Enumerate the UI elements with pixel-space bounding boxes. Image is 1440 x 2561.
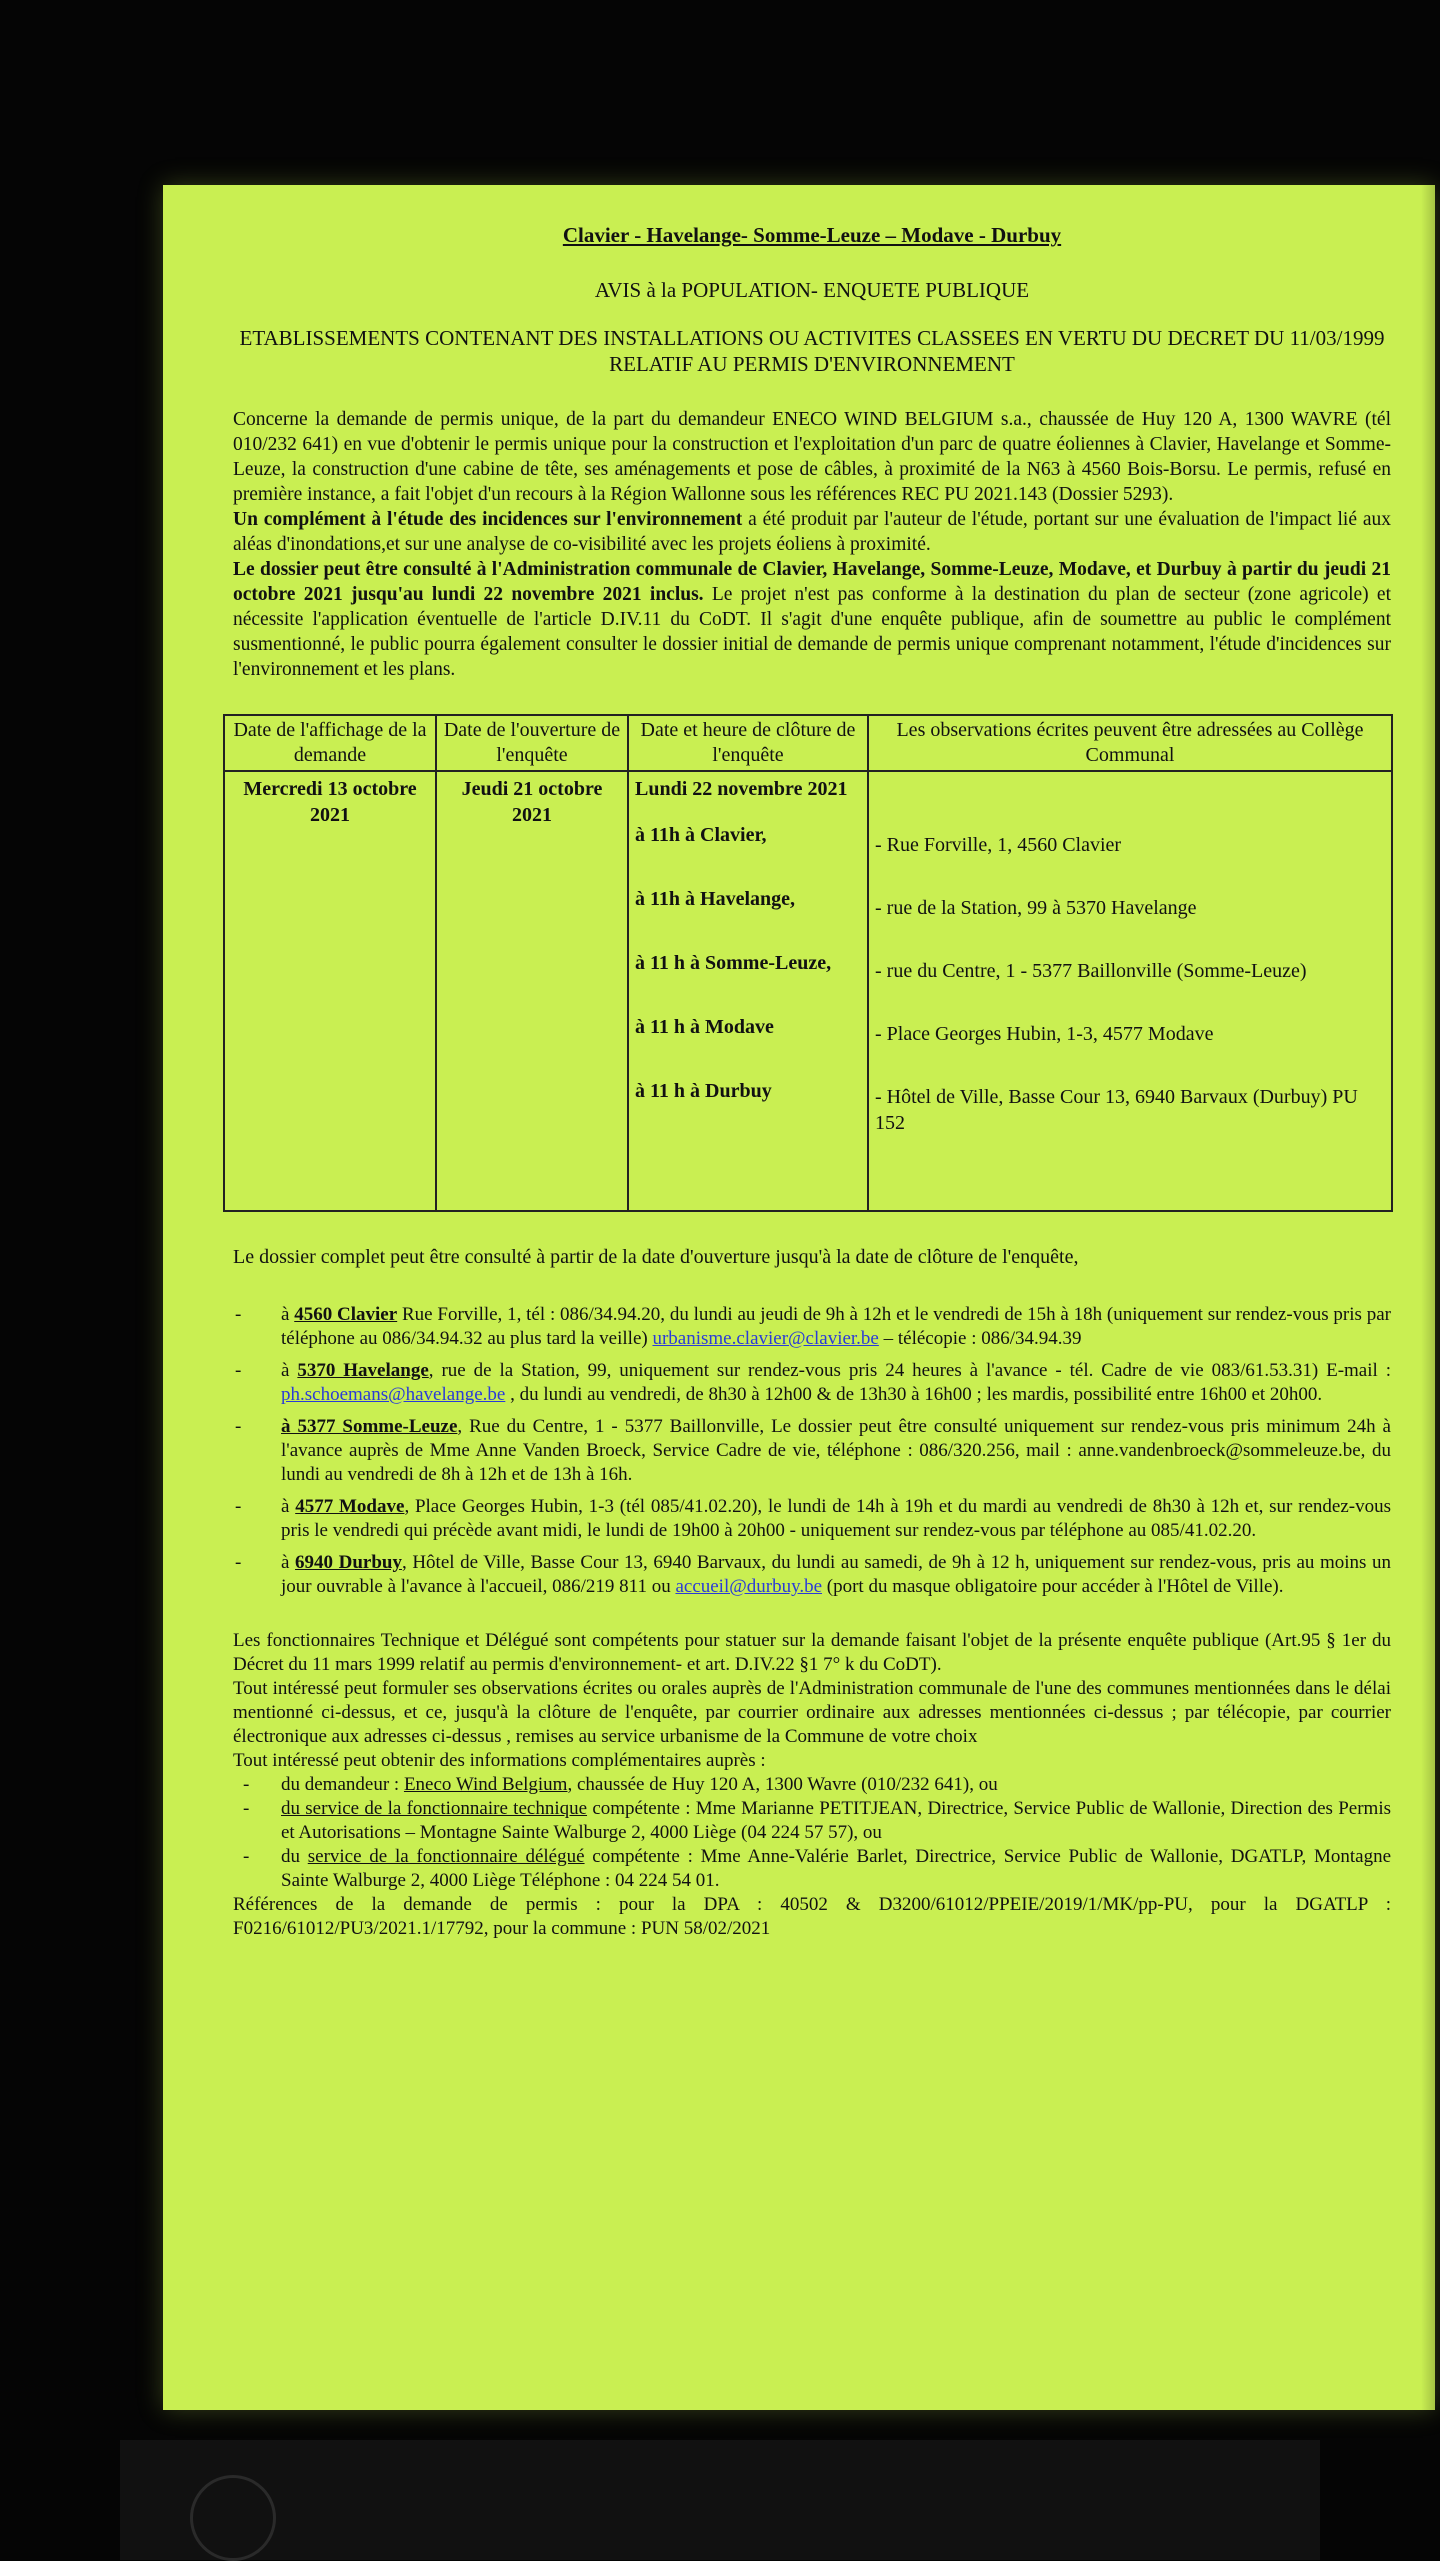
college-address: - Rue Forville, 1, 4560 Clavier — [875, 834, 1122, 856]
place-prefix: à — [281, 1496, 296, 1517]
email-link[interactable]: urbanisme.clavier@clavier.be — [652, 1328, 879, 1349]
enquiry-dates-table — [223, 714, 1393, 1212]
place-text-end: (port du masque obligatoire pour accéder à l'Hôtel de Ville). — [822, 1576, 1284, 1597]
email-link[interactable]: accueil@durbuy.be — [675, 1576, 823, 1597]
college-address: - rue du Centre, 1 - 5377 Baillonville (Somme-Leuze) — [875, 960, 1307, 982]
contact-name: Eneco Wind Belgium — [403, 1774, 568, 1795]
table-header: Date et heure de clôture de l'enquête — [628, 715, 868, 771]
contact-name: service de la fonctionnaire délégué — [307, 1846, 585, 1867]
place-prefix: à — [281, 1360, 298, 1381]
dossier-bold: Le dossier peut être consulté à l'Administration communale de Clavier, Havelange, Somme-Leuze, Modave, et Durbuy à partir du jeudi 21 octobre 2021 jusqu'au lundi 22 novembre 2021 inclus. — [233, 559, 1391, 605]
list-item — [233, 1303, 1391, 1351]
dossier-text: Le projet n'est pas conforme à la destination du plan de secteur (zone agricole) et nécessite l'application éventuelle de l'article D.IV.11 du CoDT. Il s'agit d'une enquête publique, afin de soumettre au public le complément susmentionné, le public pourra également consulter le dossier initial de demande de permis unique comprenant notamment, l'étude d'incidences sur l'environnement et les plans. — [233, 584, 1391, 680]
references-paragraph: Références de la demande de permis : pour la DPA : 40502 & D3200/61012/PPEIE/2019/1/MK/pp-PU, pour la DGATLP : F0216/61012/PU3/2021.1/17792, pour la commune : PUN 58/02/2021 — [233, 1894, 1391, 1939]
ouverture-date: Jeudi 21 octobre 2021 — [436, 771, 628, 1211]
place-text: , rue de la Station, 99, uniquement sur rendez-vous pris 24 heures à l'avance - tél. Cadre de vie 083/61.53.31) E-mail : — [428, 1360, 1391, 1381]
cloture-date: Lundi 22 novembre 2021 — [635, 778, 848, 800]
cloture-cell — [628, 771, 868, 1211]
complement-paragraph — [233, 507, 1391, 557]
list-item — [233, 1415, 1391, 1487]
complement-bold: Un complément à l'étude des incidences sur l'environnement — [233, 509, 743, 530]
college-address: - Place Georges Hubin, 1-3, 4577 Modave — [875, 1023, 1214, 1045]
addresses-cell — [868, 771, 1392, 1211]
place-prefix: à — [281, 1304, 295, 1325]
display-case-bottom — [120, 2440, 1320, 2560]
affichage-date: Mercredi 13 octobre 2021 — [224, 771, 436, 1211]
list-item — [233, 1845, 1391, 1893]
infos-paragraph: Tout intéressé peut obtenir des informations complémentaires auprès : — [233, 1750, 766, 1771]
place-text-end: – télécopie : 086/34.94.39 — [878, 1328, 1082, 1349]
decree-heading: ETABLISSEMENTS CONTENANT DES INSTALLATIONS OU ACTIVITES CLASSEES EN VERTU DU DECRET DU 11/03/1999 RELATIF AU PERMIS D'ENVIRONNEMENT — [239, 326, 1385, 376]
place-prefix: à — [281, 1552, 296, 1573]
place-text: Rue Forville, 1, tél : 086/34.94.20, du lundi au jeudi de 9h à 12h et le vendredi de 15h à 18h (uniquement sur rendez-vous pris par téléphone au 086/34.94.32 au plus tard la veille) — [281, 1304, 1391, 1349]
list-item — [233, 1359, 1391, 1407]
cloture-time: à 11 h à Somme-Leuze, — [635, 952, 832, 974]
place-name: 5370 Havelange — [297, 1360, 429, 1381]
table-header-row — [224, 715, 1392, 771]
cloture-time: à 11 h à Durbuy — [635, 1080, 772, 1102]
dossier-paragraph — [233, 557, 1391, 682]
email-link[interactable]: ph.schoemans@havelange.be — [281, 1384, 506, 1405]
notice-heading: AVIS à la POPULATION- ENQUETE PUBLIQUE — [594, 278, 1030, 302]
place-text-end: , du lundi au vendredi, de 8h30 à 12h00 & de 13h30 à 16h00 ; les mardis, possibilité entre 16h00 et 20h00. — [505, 1384, 1323, 1405]
cloture-time: à 11 h à Modave — [635, 1016, 774, 1038]
circle-logo-icon — [190, 2475, 276, 2561]
place-name: à 5377 Somme-Leuze — [281, 1416, 458, 1437]
contacts-list — [233, 1773, 1391, 1893]
table-row — [224, 771, 1392, 1211]
communes-title: Clavier - Havelange- Somme-Leuze – Modave - Durbuy — [562, 223, 1062, 247]
place-text: , Hôtel de Ville, Basse Cour 13, 6940 Barvaux, du lundi au samedi, de 9h à 12 h, uniquement sur rendez-vous, pris au moins un jour ouvrable à l'avance à l'accueil, 086/219 811 ou — [281, 1552, 1392, 1597]
list-item — [233, 1551, 1391, 1599]
place-name: 6940 Durbuy — [295, 1552, 402, 1573]
list-item — [233, 1495, 1391, 1543]
contact-prefix: du demandeur : — [281, 1774, 404, 1795]
place-name: 4577 Modave — [295, 1496, 405, 1517]
place-text: , Place Georges Hubin, 1-3 (tél 085/41.02.20), le lundi de 14h à 19h et du mardi au vendredi de 8h30 à 12h et, sur rendez-vous pris le vendredi qui précède avant midi, le lundi de 19h00 à 20h00 - uniquement sur rendez-vous par téléphone au 085/41.02.20. — [281, 1496, 1392, 1541]
contact-prefix: du — [281, 1846, 308, 1867]
college-address: - rue de la Station, 99 à 5370 Havelange — [875, 897, 1197, 919]
cloture-time: à 11h à Havelange, — [635, 888, 796, 910]
complement-text: a été produit par l'auteur de l'étude, portant sur une évaluation de l'impact lié aux aléas d'inondations,et sur une analyse de co-visibilité avec les projets éoliens à proximité. — [233, 509, 1392, 555]
intro-paragraph: Concerne la demande de permis unique, de la part du demandeur ENECO WIND BELGIUM s.a., chaussée de Huy 120 A, 1300 WAVRE (tél 010/232 641) en vue d'obtenir le permis unique pour la construction et l'exploitation d'un parc de quatre éoliennes à Clavier, Havelange et Somme-Leuze, la construction d'une cabine de tête, ses aménagements et pose de câbles, à proximité de la N63 à 4560 Bois-Borsu. Le permis, refusé en première instance, a fait l'objet d'un recours à la Région Wallonne sous les références REC PU 2021.143 (Dossier 5293). — [233, 409, 1391, 505]
competence-paragraph: Les fonctionnaires Technique et Délégué sont compétents pour statuer sur la demande faisant l'objet de la présente enquête publique (Art.95 § 1er du Décret du 11 mars 1999 relatif au permis d'environnement- et art. D.IV.22 §1 7° k du CoDT). — [233, 1630, 1391, 1675]
place-text: , Rue du Centre, 1 - 5377 Baillonville, Le dossier peut être consulté uniquement sur rendez-vous pris minimum 24h à l'avance auprès de Mme Anne Vanden Broeck, Service Cadre de vie, téléphone : 086/320.256, mail : anne.vandenbroeck@sommeleuze.be, du lundi au vendredi de 8h à 12h et de 13h à 16h. — [281, 1416, 1391, 1485]
table-header: Les observations écrites peuvent être adressées au Collège Communal — [868, 715, 1392, 771]
observations-paragraph: Tout intéressé peut formuler ses observations écrites ou orales auprès de l'Administration communale de l'une des communes mentionnées dans le délai mentionné ci-dessus, et ce, jusqu'à la clôture de l'enquête, par courrier ordinaire aux adresses mentionnées ci-dessus ; par télécopie, par courrier électronique aux adresses ci-dessus , remises au service urbanisme de la Commune de votre choix — [233, 1678, 1391, 1747]
public-notice-sheet — [163, 185, 1435, 2410]
cloture-time: à 11h à Clavier, — [635, 824, 767, 846]
college-address: - Hôtel de Ville, Basse Cour 13, 6940 Barvaux (Durbuy) PU 152 — [875, 1086, 1358, 1134]
contact-name: du service de la fonctionnaire technique — [281, 1798, 588, 1819]
list-item — [233, 1773, 1391, 1797]
list-item — [233, 1797, 1391, 1845]
contact-text: compétente : Mme Anne-Valérie Barlet, Directrice, Service Public de Wallonie, DGATLP, Montagne Sainte Walburge 2, 4000 Liège Téléphone : 04 224 54 01. — [281, 1846, 1392, 1891]
table-header: Date de l'ouverture de l'enquête — [436, 715, 628, 771]
table-header: Date de l'affichage de la demande — [224, 715, 436, 771]
place-name: 4560 Clavier — [294, 1304, 398, 1325]
contact-text: compétente : Mme Marianne PETITJEAN, Directrice, Service Public de Wallonie, Direction des Permis et Autorisations – Montagne Sainte Walburge 2, 4000 Liège (04 224 57 57), ou — [281, 1798, 1391, 1843]
consultation-note: Le dossier complet peut être consulté à partir de la date d'ouverture jusqu'à la date de clôture de l'enquête, — [233, 1246, 1079, 1268]
consultation-places-list — [233, 1303, 1391, 1599]
contact-text: , chaussée de Huy 120 A, 1300 Wavre (010/232 641), ou — [567, 1774, 998, 1795]
